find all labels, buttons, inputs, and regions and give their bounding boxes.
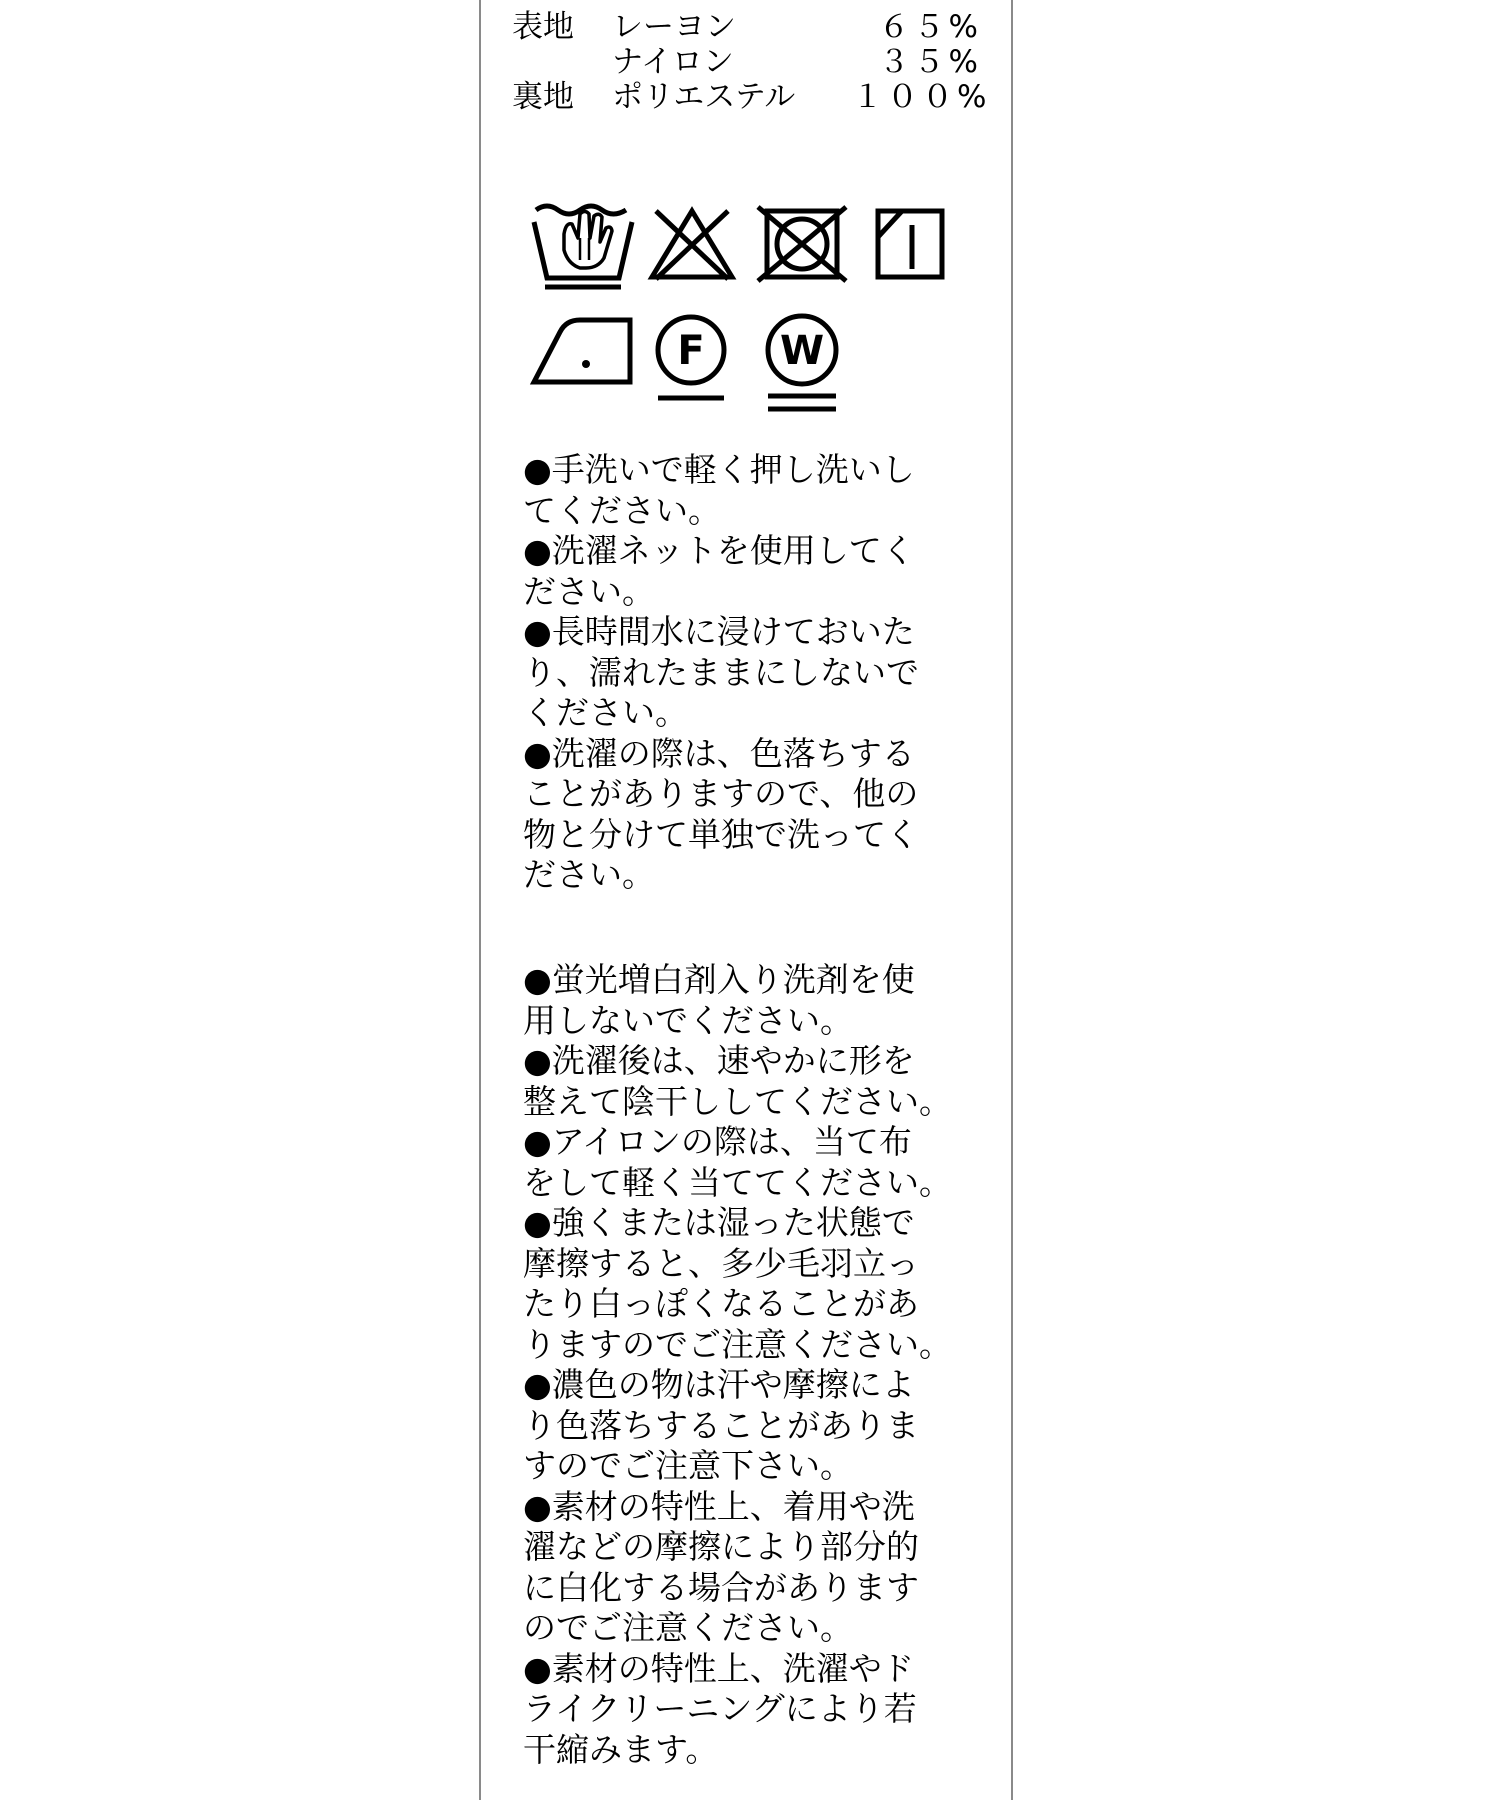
care-note-line: ●洗濯ネットを使用してく [523, 531, 915, 570]
composition-fiber: レーヨン [612, 9, 736, 45]
care-note-line: すのでご注意下さい。 [523, 1446, 853, 1485]
care-note-line: り色落ちすることがありま [523, 1405, 919, 1445]
composition-percent: １００% [852, 79, 991, 115]
composition-row [512, 10, 982, 45]
wet-clean-w-icon [758, 312, 846, 416]
care-note-line: ●手洗いで軽く押し洗いし [523, 450, 915, 489]
hand-wash-icon [530, 200, 636, 292]
composition-fiber: ポリエステル [612, 79, 796, 115]
care-note-line: をして軽く当ててください。 [523, 1162, 952, 1202]
line-dry-shade-icon [874, 207, 946, 281]
care-note-line: に白化する場合があります [523, 1567, 919, 1607]
care-note-line: ●濃色の物は汗や摩擦によ [523, 1365, 915, 1404]
care-note-line: 干縮みます。 [523, 1729, 719, 1769]
care-note-line: 摩擦すると、多少毛羽立っ [523, 1243, 919, 1283]
composition-part: 表地 [512, 9, 574, 45]
composition-part: 裏地 [512, 79, 574, 115]
care-note-line: ください。 [523, 693, 688, 732]
care-note-line: ●素材の特性上、洗濯やド [523, 1648, 915, 1688]
care-note-line: ●蛍光増白剤入り洗剤を使 [523, 960, 915, 999]
dry-clean-f-icon [650, 312, 732, 406]
care-note-line: ライクリーニングにより若 [523, 1689, 917, 1728]
no-bleach-icon [646, 205, 738, 283]
care-note-line: のでご注意ください。 [523, 1608, 853, 1647]
care-note-line: りますのでご注意ください。 [523, 1324, 952, 1364]
care-note-line: ●洗濯後は、速やかに形を [523, 1041, 915, 1080]
composition-percent: ６５% [878, 9, 982, 45]
care-note-line: ●アイロンの際は、当て布 [523, 1122, 912, 1161]
composition-percent: ３５% [878, 44, 982, 80]
care-notes-block-2 [523, 960, 993, 1770]
care-note-line: 物と分けて単独で洗ってく [523, 814, 919, 854]
composition-fiber: ナイロン [612, 44, 734, 80]
care-note-line: たり白っぽくなることがあ [523, 1284, 919, 1323]
care-note-line: ことがありますので、他の [523, 774, 919, 813]
dry-clean-letter: F [677, 328, 705, 374]
composition-part [512, 45, 612, 80]
care-note-line: り、濡れたままにしないで [523, 652, 919, 692]
composition-row [512, 79, 991, 115]
care-note-line: ださい。 [523, 571, 655, 611]
fabric-composition [512, 9, 991, 115]
care-note-line: ださい。 [523, 855, 655, 894]
care-note-line: 用しないでください。 [523, 1000, 853, 1040]
wet-clean-letter: W [779, 328, 825, 374]
care-note-line: ●素材の特性上、着用や洗 [523, 1486, 915, 1526]
care-note-line: ●強くまたは湿った状態で [523, 1203, 915, 1242]
no-tumble-dry-icon [756, 205, 848, 283]
iron-low-temperature-icon [528, 312, 638, 388]
care-note-line: ●洗濯の際は、色落ちする [523, 733, 915, 773]
care-note-line: てください。 [523, 490, 721, 530]
care-notes-block-1 [523, 450, 993, 896]
composition-row [512, 45, 982, 80]
care-note-line: 濯などの摩擦により部分的 [523, 1527, 919, 1566]
care-note-line: 整えて陰干ししてください。 [523, 1081, 952, 1121]
care-note-line: ●長時間水に浸けておいた [523, 612, 915, 651]
